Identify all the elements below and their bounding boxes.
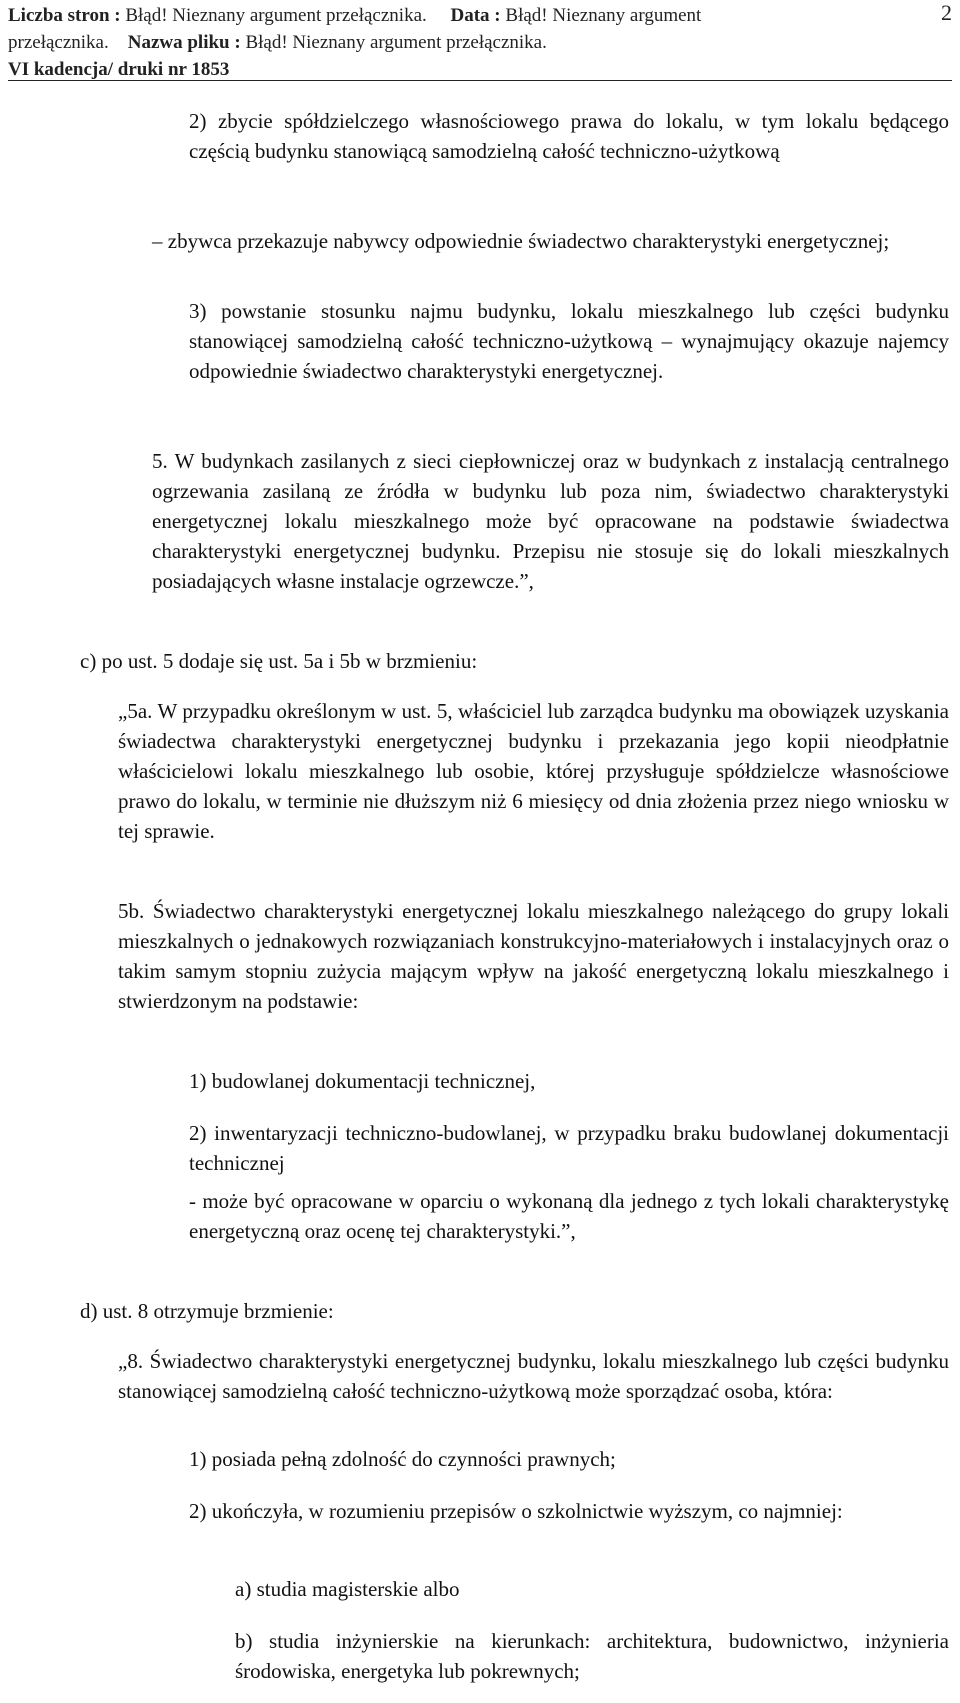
header-date-error: Błąd! Nieznany argument: [505, 5, 702, 26]
paragraph-ust-8: „8. Świadectwo charakterystyki energetycznej budynku, lokalu mieszkalnego lub części budynku stanowiącej samodzielną całość techniczno-użytkową może sporządzać osoba, która:: [118, 1349, 949, 1403]
header-rule: [8, 80, 952, 81]
header-line-1: [8, 2, 938, 29]
paragraph-8-item-1: 1) posiada pełną zdolność do czynności prawnych;: [189, 1447, 616, 1471]
header-date-label: Data :: [450, 5, 501, 26]
header-pages-label: Liczba stron :: [8, 5, 121, 26]
paragraph-dash: – zbywca przekazuje nabywcy odpowiednie świadectwo charakterystyki energetycznej;: [152, 229, 890, 253]
paragraph-ust-5: 5. W budynkach zasilanych z sieci ciepłowniczej oraz w budynkach z instalacją centralnego ogrzewania zasilaną ze źródła w budynku lub poza nim, świadectwo charakterystyki energetycznej lokalu mieszkalnego może być opracowane na podstawie świadectwa charakterystyki energetycznej budynku. Przepisu nie stosuje się do lokali mieszkalnych posiadających własne instalacje ogrzewcze.”,: [152, 449, 949, 593]
paragraph-8-item-2: 2) ukończyła, w rozumieniu przepisów o szkolnictwie wyższym, co najmniej:: [189, 1499, 843, 1523]
paragraph-point-c: c) po ust. 5 dodaje się ust. 5a i 5b w brzmieniu:: [80, 649, 478, 673]
header-date-error-cont: przełącznika.: [8, 32, 109, 53]
paragraph-8-item-2b: b) studia inżynierskie na kierunkach: architektura, budownictwo, inżynieria środowiska, energetyka lub pokrewnych;: [235, 1629, 949, 1683]
page-number: 2: [941, 0, 952, 25]
paragraph-5b-closing: - może być opracowane w oparciu o wykonaną dla jednego z tych lokali charakterystykę energetyczną oraz ocenę tej charakterystyki.”,: [189, 1189, 949, 1243]
paragraph-item-2: 2) zbycie spółdzielczego własnościowego prawa do lokalu, w tym lokalu będącego częścią budynku stanowiącą samodzielną całość techniczno-użytkową: [189, 109, 949, 163]
header-line-2: [8, 29, 938, 56]
paragraph-ust-5b: 5b. Świadectwo charakterystyki energetycznej lokalu mieszkalnego należącego do grupy lokali mieszkalnych o jednakowych rozwiązaniach konstrukcyjno-materiałowych i instalacyjnych oraz o takim samym stopniu zużycia mającym wpływ na jakość energetyczną lokalu mieszkalnego i stwierdzonym na podstawie:: [118, 899, 949, 1013]
header-filename-label: Nazwa pliku :: [127, 32, 241, 53]
paragraph-5b-item-1: 1) budowlanej dokumentacji technicznej,: [189, 1069, 536, 1093]
paragraph-item-3: 3) powstanie stosunku najmu budynku, lokalu mieszkalnego lub części budynku stanowiącej samodzielną całość techniczno-użytkową – wynajmujący okazuje najemcy odpowiednie świadectwo charakterystyki energetycznej.: [189, 299, 949, 383]
header-line-3: VI kadencja/ druki nr 1853: [8, 59, 230, 80]
header-filename-error: Błąd! Nieznany argument przełącznika.: [245, 32, 547, 53]
paragraph-point-d: d) ust. 8 otrzymuje brzmienie:: [80, 1299, 334, 1323]
paragraph-8-item-2a: a) studia magisterskie albo: [235, 1577, 460, 1601]
paragraph-5b-item-2: 2) inwentaryzacji techniczno-budowlanej, w przypadku braku budowlanej dokumentacji technicznej: [189, 1121, 949, 1175]
paragraph-ust-5a: „5a. W przypadku określonym w ust. 5, właściciel lub zarządca budynku ma obowiązek uzyskania świadectwa charakterystyki energetycznej budynku i przekazania jego kopii nieodpłatnie właścicielowi lokalu mieszkalnego lub osobie, której przysługuje spółdzielcze własnościowe prawo do lokalu, w terminie nie dłuższym niż 6 miesięcy od dnia złożenia przez niego wniosku w tej sprawie.: [118, 699, 949, 843]
page-header: [8, 2, 938, 83]
header-pages-error: Błąd! Nieznany argument przełącznika.: [125, 5, 427, 26]
